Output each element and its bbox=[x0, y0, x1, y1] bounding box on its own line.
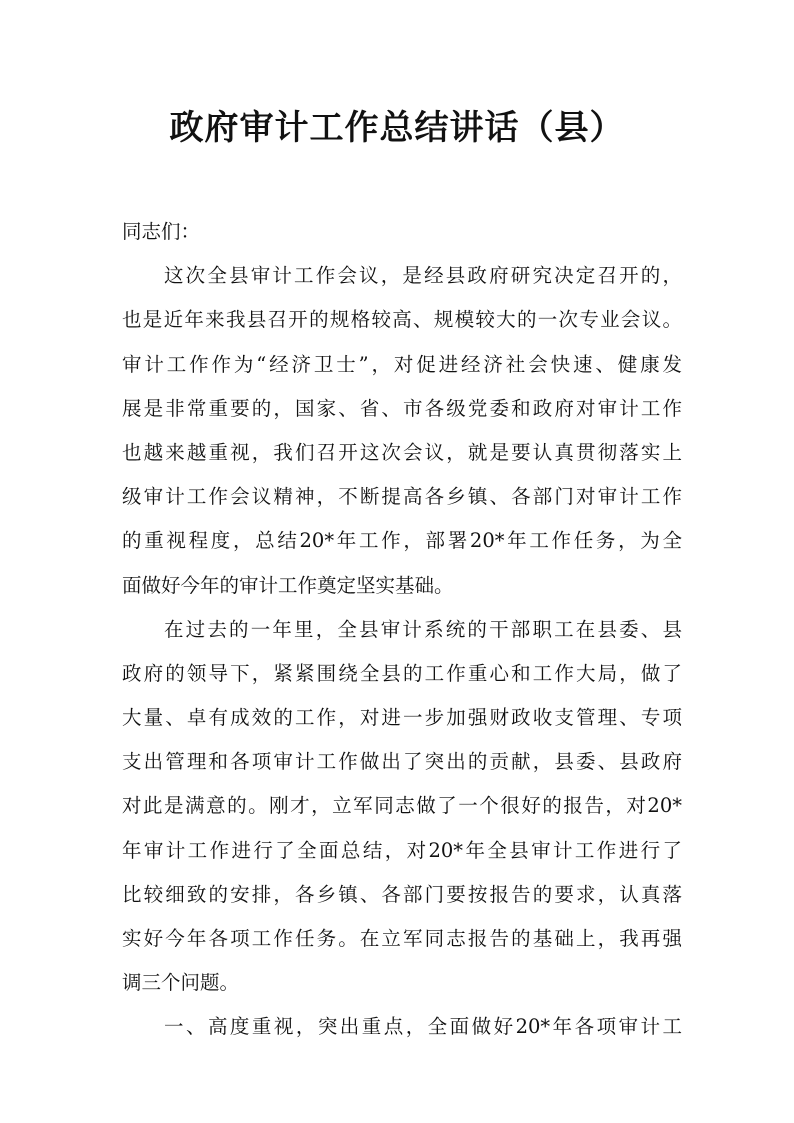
paragraph-2-line-2: 政府的领导下，紧紧围绕全县的工作重心和工作大局，做了 bbox=[122, 661, 682, 685]
salutation-line: 同志们： bbox=[122, 220, 201, 243]
paragraph-1-line-7: 的重视程度，总结20*年工作，部署20*年工作任务，为全 bbox=[122, 529, 682, 553]
paragraph-1-line-4: 展是非常重要的，国家、省、市各级党委和政府对审计工作 bbox=[122, 396, 682, 420]
section-heading-1: 一、高度重视，突出重点，全面做好20*年各项审计工 bbox=[164, 1015, 682, 1039]
paragraph-2-line-3: 大量、卓有成效的工作，对进一步加强财政收支管理、专项 bbox=[122, 706, 682, 730]
paragraph-2-line-7: 比较细致的安排，各乡镇、各部门要按报告的要求，认真落 bbox=[122, 882, 682, 906]
paragraph-1-line-5: 也越来越重视，我们召开这次会议，就是要认真贯彻落实上 bbox=[122, 440, 682, 464]
paragraph-2-line-5: 对此是满意的。刚才，立军同志做了一个很好的报告，对20* bbox=[122, 794, 682, 818]
paragraph-1-line-8: 面做好今年的审计工作奠定坚实基础。 bbox=[122, 573, 454, 597]
paragraph-2-line-9: 调三个问题。 bbox=[122, 971, 240, 995]
paragraph-2-line-8: 实好今年各项工作任务。在立军同志报告的基础上，我再强 bbox=[122, 927, 682, 950]
paragraph-2-line-1: 在过去的一年里，全县审计系统的干部职工在县委、县 bbox=[164, 617, 682, 641]
paragraph-1-line-6: 级审计工作会议精神，不断提高各乡镇、各部门对审计工作 bbox=[122, 485, 682, 509]
paragraph-2-line-6: 年审计工作进行了全面总结，对20*年全县审计工作进行了 bbox=[122, 838, 682, 862]
document-title: 政府审计工作总结讲话（县） bbox=[169, 108, 625, 148]
paragraph-1-line-2: 也是近年来我县召开的规格较高、规模较大的一次专业会议。 bbox=[122, 308, 682, 332]
paragraph-1-line-3: 审计工作作为“经济卫士”，对促进经济社会快速、健康发 bbox=[122, 352, 682, 376]
paragraph-1-line-1: 这次全县审计工作会议，是经县政府研究决定召开的， bbox=[164, 264, 682, 288]
paragraph-2-line-4: 支出管理和各项审计工作做出了突出的贡献，县委、县政府 bbox=[122, 750, 682, 774]
document-body bbox=[122, 210, 682, 1050]
